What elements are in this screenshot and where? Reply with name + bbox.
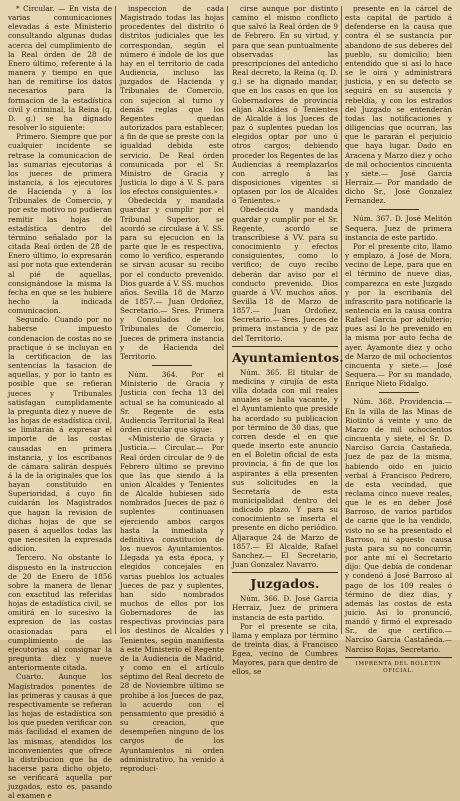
notice-364-header: Núm. 364. Por el Ministerio de Gracia y Justicia con fecha 13 del actual se ha comunicado al Sr. Regente de esta Audiencia Territorial la Real órden circular que sigue:: [120, 370, 224, 435]
circular-intro: * Circular. — En vista de varias comunicaciones elevadas á este Ministerio consultando algunas dudas acerca del cumplimiento de la Real órden de 28 de Enero último, referente á la manera y tiempo en que han de remitirse los datos necesarios para la formacion de la estadística civil y criminal, la Reina (q. D. g.) se ha dignado resolver lo siguiente:: [8, 4, 112, 133]
column-rule: [115, 6, 116, 634]
paragraph-inspeccion: inspeccion de cada Magistrado todas las hojas procedentes del distrito ó distritos judiciales que les correspondan, según el número é índole de los que hay en el territorio de cada Audiencia, incluso las juzgados de Hacienda y Tribunales de Comercio, con sujecion al turno y demás reglas que los Regentes quedan autorizados para establecer, á fin de que se preste con la igualdad debida este servicio. De Real órden comunicada por el Sr. Ministro de Gracia y Justicia lo digo á V. S. para los efectos consiguientes.»: [120, 4, 224, 197]
paragraph-obedecida-2: Obedecida y mandada guardar y cumplir por el Sr. Regente, acordó se transcribiese á VV. para su conocimiento y efectos consiguientes, como lo verifico; de cuyo recibo deberán dar aviso por el conducto prevenido. Dios guarde á VV. muchos años. Sevilla 18 de Marzo de 1857.— Juan Ordoñez, Secretario.— Sres. Jueces de primera instancia y de paz del Territorio.: [232, 205, 338, 343]
column-3: [232, 4, 344, 677]
column-4: [345, 4, 452, 674]
divider: [232, 572, 338, 573]
notice-367-body: Por el presente cito, llamo y emplazo, á José de Mora, vecino de Lepe, para que en el término de nueve dias, comparezca en este Juzgado y por la escribanía del infrascrito para notificarle la sentencia en la causa contra Rafael García por adulterio; pues así lo he prevenido en la misma por auto fecha de ayer. Ayamonte diez y ocho de Marzo de mil ochocientos cincuenta y siete.— José Sequera.— Por su mandado, Enrique Nieto Fidalgo.: [345, 241, 452, 389]
divider: [152, 365, 192, 366]
notice-364-body: «Ministerio de Gracia y Justicia.— Circular.— Por Real órden circular de 9 de Febrero último se previno que las que siendo á la union Alcaldes y Tenientes de Alcalde hubiesen sido nombrados Jueces de paz ó suplentes continuasen ejerciendo ambos cargos hasta la inmediata y definitiva constitucion de los nuevos Ayuntamientos. Llegada ya esta época, y elegidos concejales en varias pueblos los actuales Jueces de paz y suplentes, han sido nombrados muchos de ellos por los Gobernadores de las respectivas provincias para los destinos de Alcaldes y Tenientes, según manifiesta á este Ministerio el Regente de la Audiencia de Madrid, y como en el artículo séptimo del Real decreto de 28 de Noviembre último se prohibe á los Jueces de paz, lo acuerdo con el pensamiento que presidió á su creacion, que desempeñen ninguno de los cargos de los Ayuntamientos ni orden administrativo, ha venido á reproduci-: [120, 434, 224, 773]
notice-368: Núm. 368. Providencia.— En la villa de las Minas de Riotinto á veinte y uno de Marzo de mil ochocientos cincuenta y siete, el Sr. D. Narciso Garcia Castañeda, Juez de paz de la misma, habiendo oido en juicio verbal á Francisco Pedrero, de esta vecindad, que reclama cinco nueve reales, que le es en deber José Barroso, de varios partidos de carne que le ha vendido, visto no se ha presentado el Barroso, ni apuesto causa justa para su no concurrir, por ante mí el Secretario dijo: Que debía de condenar y condenó á José Barroso al pago de los 109 reales ó término de diez dias, y además las costas de esta juicio. Así lo pronunció, mandó y firmó el expresado Sr., de que certifico.—Narciso Garcia Castañeda.—Narciso Rojas, Secretario.: [345, 397, 452, 654]
paragraph-continuation: cirse aunque por distinto camino el mismo conflicto que salvó la Real órden de 9 de Febrero. En su virtud, y para que sean puntualmente observadas las prescripciones del antedicho Real decreto, la Reina (q. D. g.) se ha dignado mandar, que en los casos en que los Gobernadores de provincia elijan Alcaldes ó Tenientes de Alcalde á los Jueces de paz ó suplentes puedan los elegidos optar por uno ú otros cargos; debiendo proceder los Regentes de las Audiencias á reemplazarlos con arreglo á las disposiciones vigentes si optasen por los de Alcaldes ó Tenientes.»: [232, 4, 338, 206]
section-heading-ayuntamientos: Ayuntamientos.: [232, 349, 344, 365]
column-1: [8, 4, 112, 801]
notice-367-header: Núm. 367. D. José Melitón Sequera, Juez de primera instancia de este partido.: [345, 214, 452, 242]
column-rule: [227, 6, 228, 634]
divider: [345, 657, 452, 658]
paragraph-tercero: Tercero. No obstante lo dispuesto en la instruccion de 20 de Enero de 1856 sobre la manera de llenar con exactitud las referidas hojas de estadística civil, se omitirá en lo sucesivo la expresion de las costas ocasionadas para el cumplimiento de las ejecutorias al consignar la pregunta diez y nueve anteriormente citada.: [8, 553, 112, 673]
paragraph-segundo: Segundo. Cuando por no haberse impuesto condenacion de costas no se practique ó se incluyan en la certificacion de las sentencias la tasacion de aquellas, y por lo tanto es posible que se refieran jueces y Tribunales satisfagan cumplidamente la pregunta diez y nueve de las hojas de estadística civil, se limitarán á expresar el importe de las costas causadas en primera instancia, y los escribanos de cámara salirán después á la de la originales que los hayan constituido en Superioridad, á cuyo fin cuidarán los Magistrados que hagan la revision de dichas hojas de que se pasen á aquellos todas las que necesiten la expresada adicion.: [8, 315, 112, 554]
divider: [379, 209, 419, 210]
divider: [232, 346, 338, 347]
paragraph-obedecida: Obedecida y mandada guardar y cumplir por el Tribunal Superior, se acordó se circulase á V. SS. para su ejecucion en la parte que le es respectiva, como lo verifico, esperando se sirvan acusar su recibo por el conducto prevenido. Dios guarde á V. SS. muchos años. Sevilla 18 de Marzo de 1857.— Juan Ordoñez, Secretario.— Sres. Primera y Consulados de los Tribunales de Comercio, Jueces de primera instancia y de Hacienda del Territorio.: [120, 196, 224, 361]
divider: [379, 392, 419, 393]
notice-366-body: Por el presente se cita, llama y emplaza por término de treinta dias, á Francisco Egea, vecino de Cumbres Mayores, para que dentro de ellos, se: [232, 621, 338, 677]
paragraph-cuarto: Cuarto. Aunque los Magistrados ponentes de las primeras y causas á que respectivamente se refieran las hojas de estadística son los que pueden verificar con más facilidad el examen de las mismas, atendidos los inconvenientes que ofrece la distribucion que ha de hacerse para dicho objeto, se verificará aquella por juzgados, esto es, pasando al examen e: [8, 672, 112, 801]
notice-366-header: Núm. 366. D. José Garcia Herraiz, Juez de primera instancia de esta partido.: [232, 594, 338, 622]
notice-366-continuation: presente en la cárcel de esta capital de partido á defenderse en la causa que contra él se sustancia por abandono de sus deberes del pueblo, su domicilio; bien entendido que si así lo hace se le oirá y administrará justicia, y en su defecto se seguirá en su ausencia y rebeldía, y con los estrados del Juzgado se entenderán todas las notificaciones y diligencias que ocurran, las que le pararán el perjuicio que haya lugar. Dado en Aracena y Marzo diez y ocho de mil ochocientos cincuenta y siete.— José Garcia Herraiz.— Por mandado de dicho Sr., José Gonzalez Fernandez.: [345, 4, 452, 206]
imprint-line: IMPRENTA DEL BOLETIN OFICIAL.: [355, 660, 442, 674]
notice-365: Núm. 365. El titular de medicina y cirujía de esta villa dotada con mil reales anuales se halla vacante, y el Ayuntamiento que preside ha acordado su publicacion por término de 30 dias, que corren desde el en que quede inserto este anuncio en el Boletin oficial de esta provincia, á fin de que los aspirantes á ella presenten sus solicitudes en la Secretaría de esta municipalidad dentro del indicado plazo. Y para su conocimiento se inserta el presente en dicho periódico. Aljaraque 24 de Marzo de 1857.— El Alcalde, Rafael Sanchez.— El Secretario, Juan Gonzalez Navarro.: [232, 367, 338, 570]
paragraph-primero: Primero. Siempre que por cualquier incidente se retrase la comunicacion de las sumarias ejecutorias á los jueces de primera instancia, á los ejecutores de Hacienda y á los Tribunales de Comercio, y por este motivo no pudieran remitir las hojas de estadística dentro del término señalado por la citada Real órden de 28 de Enero último, lo expresarán así por nota que extenderán al pié de aquellas, consignándose la misma la fecha en que se les hubiere hecho la indicada comunicacion.: [8, 132, 112, 316]
column-2: [120, 4, 224, 773]
column-rule: [341, 6, 342, 634]
section-heading-juzgados: Juzgados.: [250, 576, 320, 592]
